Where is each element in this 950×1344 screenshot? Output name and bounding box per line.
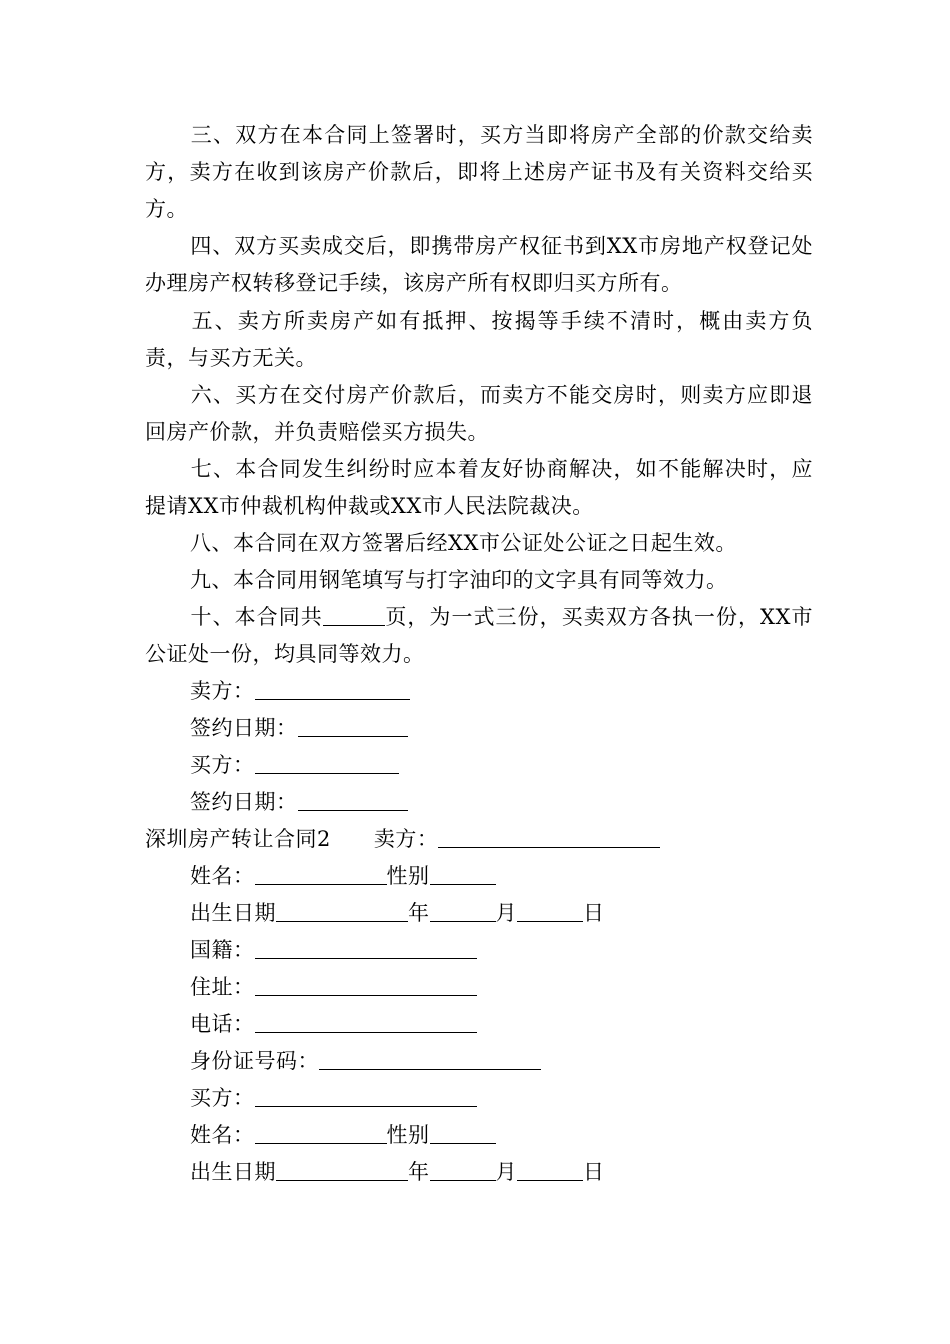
second-buyer-row: [145, 1080, 477, 1117]
year-label: 年: [408, 1160, 430, 1184]
clause-8-text: 八、本合同在双方签署后经XX市公证处公证之日起生效。: [190, 531, 737, 555]
birth-label: 出生日期: [190, 901, 276, 925]
month-label: 月: [495, 901, 517, 925]
birth-year-blank: [276, 1158, 408, 1181]
seller-signature-row: [145, 673, 410, 710]
clause-5: [145, 303, 813, 377]
gender-label: 性别: [386, 864, 430, 888]
phone-blank: [255, 1010, 477, 1033]
gender-blank: [430, 1121, 496, 1144]
phone-row: [145, 1006, 477, 1043]
month-label: 月: [495, 1160, 517, 1184]
birth-label: 出生日期: [190, 1160, 276, 1184]
second-contract-title-row: [145, 821, 660, 858]
address-blank: [255, 973, 477, 996]
phone-label: 电话：: [190, 1012, 255, 1036]
id-number-blank: [319, 1047, 541, 1070]
sign-date-row-1: [145, 710, 408, 747]
clause-4: [145, 228, 813, 302]
gender-label: 性别: [386, 1123, 430, 1147]
clause-8: [145, 525, 813, 562]
name-blank: [255, 862, 387, 885]
buyer-name-row: [145, 1117, 496, 1154]
id-number-row: [145, 1043, 541, 1080]
second-seller-label: 卖方：: [373, 827, 439, 851]
address-row: [145, 969, 477, 1006]
page-count-blank: [323, 603, 385, 626]
name-label: 姓名：: [190, 1123, 255, 1147]
sign-date-blank: [298, 714, 408, 737]
clause-6: [145, 377, 813, 451]
clause-7-text: 七、本合同发生纠纷时应本着友好协商解决，如不能解决时，应提请XX市仲裁机构仲裁或XX市人民法院裁决。: [145, 457, 813, 518]
clause-3: [145, 117, 813, 228]
second-seller-blank: [438, 825, 660, 848]
clause-6-text: 六、买方在交付房产价款后，而卖方不能交房时，则卖方应即退回房产价款，并负责赔偿买方损失。: [145, 383, 813, 444]
birth-day-blank: [517, 1158, 583, 1181]
second-contract-title: 深圳房产转让合同2: [145, 827, 331, 851]
birth-year-blank: [276, 899, 408, 922]
birth-day-blank: [517, 899, 583, 922]
sign-date-blank: [298, 788, 408, 811]
clause-4-text: 四、双方买卖成交后，即携带房产权征书到XX市房地产权登记处办理房产权转移登记手续，该房产所有权即归买方所有。: [145, 234, 813, 295]
seller-label: 卖方：: [190, 679, 255, 703]
clause-9: [145, 562, 813, 599]
sign-date-label: 签约日期：: [190, 716, 298, 740]
id-number-label: 身份证号码：: [190, 1049, 319, 1073]
clause-3-text: 三、双方在本合同上签署时，买方当即将房产全部的价款交给卖方，卖方在收到该房产价款后，即将上述房产证书及有关资料交给买方。: [145, 123, 813, 221]
seller-birth-row: [145, 895, 605, 932]
second-buyer-label: 买方：: [190, 1086, 255, 1110]
buyer-signature-row: [145, 747, 399, 784]
sign-date-label: 签约日期：: [190, 790, 298, 814]
nationality-row: [145, 932, 477, 969]
seller-blank: [255, 677, 410, 700]
nationality-label: 国籍：: [190, 938, 255, 962]
name-label: 姓名：: [190, 864, 255, 888]
year-label: 年: [408, 901, 430, 925]
day-label: 日: [583, 901, 605, 925]
name-blank: [255, 1121, 387, 1144]
nationality-blank: [255, 936, 477, 959]
day-label: 日: [583, 1160, 605, 1184]
clause-10-prefix: 十、本合同共: [190, 605, 323, 629]
buyer-birth-row: [145, 1154, 605, 1191]
birth-month-blank: [430, 1158, 496, 1181]
clause-9-text: 九、本合同用钢笔填写与打字油印的文字具有同等效力。: [190, 568, 728, 592]
clause-10-suffix: 页，为一式三份，买卖双方各执一份，XX市公证处一份，均具同等效力。: [145, 605, 813, 666]
buyer-blank: [255, 751, 399, 774]
address-label: 住址：: [190, 975, 255, 999]
seller-name-row: [145, 858, 496, 895]
birth-month-blank: [430, 899, 496, 922]
gender-blank: [430, 862, 496, 885]
clause-7: [145, 451, 813, 525]
clause-10: [145, 599, 813, 673]
sign-date-row-2: [145, 784, 408, 821]
second-buyer-blank: [255, 1084, 477, 1107]
buyer-label: 买方：: [190, 753, 255, 777]
clause-5-text: 五、卖方所卖房产如有抵押、按揭等手续不清时，概由卖方负责，与买方无关。: [145, 309, 813, 370]
